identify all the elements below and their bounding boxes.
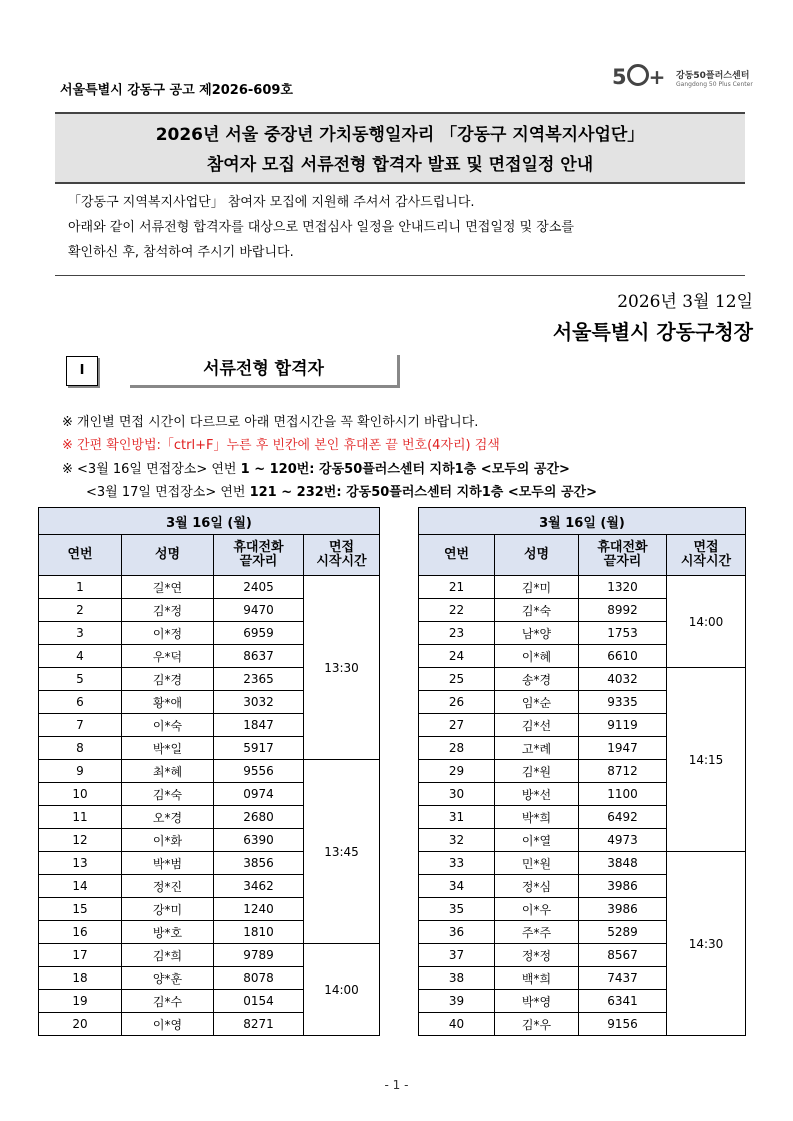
cell-phone: 2405 xyxy=(214,576,304,599)
cell-name: 김*숙 xyxy=(122,783,214,806)
cell-name: 양*훈 xyxy=(122,967,214,990)
cell-phone: 3986 xyxy=(579,898,667,921)
cell-phone: 0974 xyxy=(214,783,304,806)
intro-line-1: 「강동구 지역복지사업단」 참여자 모집에 지원해 주셔서 감사드립니다. xyxy=(68,195,475,210)
cell-phone: 1240 xyxy=(214,898,304,921)
cell-no: 3 xyxy=(39,622,122,645)
cell-no: 23 xyxy=(419,622,495,645)
header-no: 연번 xyxy=(419,535,495,576)
cell-name: 이*정 xyxy=(122,622,214,645)
cell-phone: 1810 xyxy=(214,921,304,944)
cell-no: 22 xyxy=(419,599,495,622)
table-row xyxy=(419,576,746,599)
logo-name-en: Gangdong 50 Plus Center xyxy=(676,81,753,88)
cell-name: 김*미 xyxy=(495,576,579,599)
note-1: ※ 개인별 면접 시간이 다르므로 아래 면접시간을 꼭 확인하시기 바랍니다. xyxy=(62,415,479,430)
cell-phone: 9119 xyxy=(579,714,667,737)
cell-no: 39 xyxy=(419,990,495,1013)
cell-interview-time: 14:00 xyxy=(667,576,746,668)
header-no: 연번 xyxy=(39,535,122,576)
title-line-2: 참여자 모집 서류전형 합격자 발표 및 면접일정 안내 xyxy=(206,155,594,175)
header-time: 면접 시작시간 xyxy=(667,535,746,576)
table-caption: 3월 16일 (월) xyxy=(419,508,746,535)
cell-no: 33 xyxy=(419,852,495,875)
cell-no: 40 xyxy=(419,1013,495,1036)
cell-name: 최*혜 xyxy=(122,760,214,783)
cell-phone: 3462 xyxy=(214,875,304,898)
section-number: I xyxy=(66,356,98,386)
cell-no: 15 xyxy=(39,898,122,921)
cell-phone: 1847 xyxy=(214,714,304,737)
cell-phone: 8078 xyxy=(214,967,304,990)
header-name: 성명 xyxy=(122,535,214,576)
cell-no: 12 xyxy=(39,829,122,852)
cell-phone: 8567 xyxy=(579,944,667,967)
cell-no: 11 xyxy=(39,806,122,829)
cell-phone: 8712 xyxy=(579,760,667,783)
cell-name: 강*미 xyxy=(122,898,214,921)
cell-name: 김*수 xyxy=(122,990,214,1013)
cell-name: 이*혜 xyxy=(495,645,579,668)
issuer: 서울특별시 강동구청장 xyxy=(552,320,753,344)
schedule-table-left xyxy=(38,507,380,1036)
cell-no: 18 xyxy=(39,967,122,990)
cell-phone: 4032 xyxy=(579,668,667,691)
table-caption: 3월 16일 (월) xyxy=(39,508,380,535)
header-phone: 휴대전화 끝자리 xyxy=(579,535,667,576)
cell-phone: 6492 xyxy=(579,806,667,829)
cell-no: 30 xyxy=(419,783,495,806)
cell-phone: 8992 xyxy=(579,599,667,622)
divider xyxy=(55,275,745,276)
cell-interview-time: 14:30 xyxy=(667,852,746,1036)
cell-phone: 3986 xyxy=(579,875,667,898)
cell-phone: 9335 xyxy=(579,691,667,714)
header-phone: 휴대전화 끝자리 xyxy=(214,535,304,576)
cell-phone: 1753 xyxy=(579,622,667,645)
cell-name: 김*우 xyxy=(495,1013,579,1036)
cell-name: 방*선 xyxy=(495,783,579,806)
cell-phone: 6959 xyxy=(214,622,304,645)
document-title xyxy=(55,112,745,184)
cell-name: 박*범 xyxy=(122,852,214,875)
notice-number: 서울특별시 강동구 공고 제2026-609호 xyxy=(60,83,293,98)
table-row xyxy=(39,760,380,783)
cell-phone: 8637 xyxy=(214,645,304,668)
table-row xyxy=(419,668,746,691)
logo-name-ko: 강동50플러스센터 xyxy=(676,71,750,81)
cell-name: 우*덕 xyxy=(122,645,214,668)
logo-mark-icon: 5 + xyxy=(612,65,665,89)
cell-name: 민*원 xyxy=(495,852,579,875)
cell-no: 20 xyxy=(39,1013,122,1036)
cell-phone: 1100 xyxy=(579,783,667,806)
cell-no: 7 xyxy=(39,714,122,737)
cell-name: 주*주 xyxy=(495,921,579,944)
table-row xyxy=(419,852,746,875)
cell-name: 이*열 xyxy=(495,829,579,852)
title-line-1: 2026년 서울 중장년 가치동행일자리 「강동구 지역복지사업단」 xyxy=(155,125,645,145)
cell-phone: 9156 xyxy=(579,1013,667,1036)
cell-no: 32 xyxy=(419,829,495,852)
cell-no: 13 xyxy=(39,852,122,875)
section-title: 서류전형 합격자 xyxy=(130,355,400,388)
cell-name: 남*양 xyxy=(495,622,579,645)
note-3: ※ <3월 16일 면접장소> 연번 1 ~ 120번: 강동50플러스센터 지하1층 <모두의 공간> xyxy=(62,462,570,477)
cell-name: 송*경 xyxy=(495,668,579,691)
cell-phone: 3032 xyxy=(214,691,304,714)
intro-text xyxy=(68,190,748,265)
cell-name: 박*영 xyxy=(495,990,579,1013)
cell-name: 이*숙 xyxy=(122,714,214,737)
cell-no: 5 xyxy=(39,668,122,691)
cell-name: 김*원 xyxy=(495,760,579,783)
center-logo xyxy=(612,64,762,94)
cell-phone: 9470 xyxy=(214,599,304,622)
cell-name: 박*희 xyxy=(495,806,579,829)
cell-phone: 9789 xyxy=(214,944,304,967)
cell-no: 26 xyxy=(419,691,495,714)
note-2: ※ 간편 확인방법:「ctrl+F」누른 후 빈칸에 본인 휴대폰 끝 번호(4자리) 검색 xyxy=(62,438,500,453)
cell-no: 37 xyxy=(419,944,495,967)
cell-name: 정*진 xyxy=(122,875,214,898)
cell-name: 이*화 xyxy=(122,829,214,852)
cell-interview-time: 13:45 xyxy=(304,760,380,944)
cell-name: 박*일 xyxy=(122,737,214,760)
intro-line-2: 아래와 같이 서류전형 합격자를 대상으로 면접심사 일정을 안내드리니 면접일정 및 장소를 xyxy=(68,220,574,235)
cell-no: 10 xyxy=(39,783,122,806)
cell-no: 21 xyxy=(419,576,495,599)
cell-phone: 0154 xyxy=(214,990,304,1013)
cell-name: 김*희 xyxy=(122,944,214,967)
cell-no: 31 xyxy=(419,806,495,829)
schedule-table-right xyxy=(418,507,746,1036)
cell-phone: 2365 xyxy=(214,668,304,691)
header-name: 성명 xyxy=(495,535,579,576)
cell-phone: 6390 xyxy=(214,829,304,852)
cell-name: 방*호 xyxy=(122,921,214,944)
cell-no: 14 xyxy=(39,875,122,898)
cell-phone: 6341 xyxy=(579,990,667,1013)
cell-phone: 5917 xyxy=(214,737,304,760)
table-row xyxy=(39,576,380,599)
cell-name: 김*숙 xyxy=(495,599,579,622)
cell-interview-time: 14:15 xyxy=(667,668,746,852)
cell-phone: 9556 xyxy=(214,760,304,783)
cell-phone: 8271 xyxy=(214,1013,304,1036)
cell-name: 백*희 xyxy=(495,967,579,990)
cell-no: 34 xyxy=(419,875,495,898)
table-row xyxy=(39,944,380,967)
cell-interview-time: 14:00 xyxy=(304,944,380,1036)
cell-no: 28 xyxy=(419,737,495,760)
cell-phone: 7437 xyxy=(579,967,667,990)
cell-name: 김*정 xyxy=(122,599,214,622)
page-number: - 1 - xyxy=(384,1078,409,1092)
notice-date: 2026년 3월 12일 xyxy=(617,292,753,312)
cell-no: 17 xyxy=(39,944,122,967)
note-4: <3월 17일 면접장소> 연번 121 ~ 232번: 강동50플러스센터 지하1층 <모두의 공간> xyxy=(86,485,597,500)
cell-no: 19 xyxy=(39,990,122,1013)
cell-name: 이*우 xyxy=(495,898,579,921)
cell-no: 36 xyxy=(419,921,495,944)
cell-phone: 6610 xyxy=(579,645,667,668)
cell-no: 1 xyxy=(39,576,122,599)
cell-no: 35 xyxy=(419,898,495,921)
cell-phone: 3856 xyxy=(214,852,304,875)
cell-no: 16 xyxy=(39,921,122,944)
cell-no: 8 xyxy=(39,737,122,760)
cell-phone: 2680 xyxy=(214,806,304,829)
cell-no: 29 xyxy=(419,760,495,783)
cell-phone: 3848 xyxy=(579,852,667,875)
cell-name: 김*경 xyxy=(122,668,214,691)
cell-no: 6 xyxy=(39,691,122,714)
cell-name: 김*선 xyxy=(495,714,579,737)
cell-phone: 1320 xyxy=(579,576,667,599)
cell-name: 황*애 xyxy=(122,691,214,714)
cell-no: 9 xyxy=(39,760,122,783)
cell-phone: 1947 xyxy=(579,737,667,760)
cell-name: 정*정 xyxy=(495,944,579,967)
cell-no: 2 xyxy=(39,599,122,622)
cell-phone: 4973 xyxy=(579,829,667,852)
cell-name: 이*영 xyxy=(122,1013,214,1036)
cell-no: 38 xyxy=(419,967,495,990)
cell-name: 오*경 xyxy=(122,806,214,829)
cell-no: 27 xyxy=(419,714,495,737)
cell-name: 길*연 xyxy=(122,576,214,599)
cell-no: 25 xyxy=(419,668,495,691)
cell-no: 4 xyxy=(39,645,122,668)
intro-line-3: 확인하신 후, 참석하여 주시기 바랍니다. xyxy=(68,245,294,260)
cell-phone: 5289 xyxy=(579,921,667,944)
cell-name: 정*심 xyxy=(495,875,579,898)
cell-interview-time: 13:30 xyxy=(304,576,380,760)
cell-no: 24 xyxy=(419,645,495,668)
cell-name: 임*순 xyxy=(495,691,579,714)
header-time: 면접 시작시간 xyxy=(304,535,380,576)
cell-name: 고*례 xyxy=(495,737,579,760)
